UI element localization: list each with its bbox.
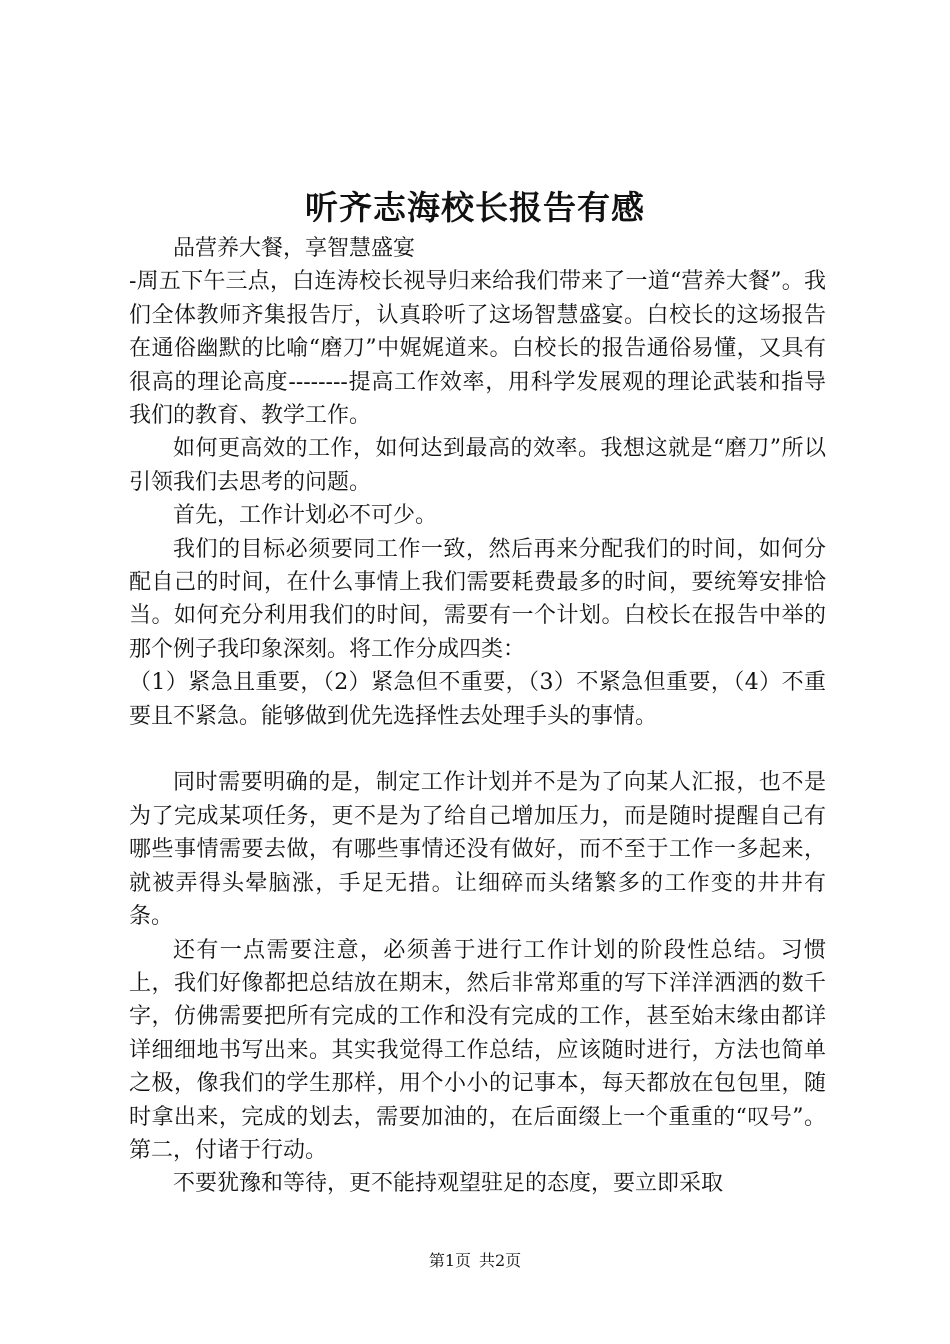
page-number: 第1页 [428,1251,471,1270]
paragraph: 还有一点需要注意，必须善于进行工作计划的阶段性总结。习惯上，我们好像都把总结放在期末，然后非常郑重的写下洋洋洒洒的数千字，仿佛需要把所有完成的工作和没有完成的工作，甚至始末缘由都详详细细地书写出来。其实我觉得工作总结，应该随时进行，方法也简单之极，像我们的学生那样，用个小小的记事本，每天都放在包包里，随时拿出来，完成的划去，需要加油的，在后面缀上一个重重的“叹号”。第二，付诸于行动。 [129,937,826,1163]
paragraph-subtitle: 品营养大餐，享智慧盛宴 [173,236,416,261]
paragraph: 我们的目标必须要同工作一致，然后再来分配我们的时间，如何分配自己的时间，在什么事情上我们需要耗费最多的时间，要统筹安排恰当。如何充分利用我们的时间，需要有一个计划。白校长在报告中举的那个例子我印象深刻。将工作分成四类： [129,536,826,662]
document-title: 听齐志海校长报告有感 [305,188,645,227]
paragraph: 同时需要明确的是，制定工作计划并不是为了向某人汇报，也不是为了完成某项任务，更不是为了给自己增加压力，而是随时提醒自己有哪些事情需要去做，有哪些事情还没有做好，而不至于工作一多起来，就被弄得头晕脑涨，手足无措。让细碎而头绪繁多的工作变的井井有条。 [129,770,826,930]
document-body [129,232,826,1201]
page-footer [0,1250,950,1272]
page-total: 共2页 [479,1251,522,1270]
paragraph: （1）紧急且重要，（2）紧急但不重要，（3）不紧急但重要，（4）不重要且不紧急。能够做到优先选择性去处理手头的事情。 [129,670,826,729]
paragraph: -周五下午三点，白连涛校长视导归来给我们带来了一道“营养大餐”。我们全体教师齐集报告厅，认真聆听了这场智慧盛宴。白校长的这场报告在通俗幽默的比喻“磨刀”中娓娓道来。白校长的报告通俗易懂，又具有很高的理论高度--------提高工作效率，用科学发展观的理论武装和指导我们的教育、教学工作。 [129,269,826,429]
paragraph: 不要犹豫和等待，更不能持观望驻足的态度，要立即采取 [173,1171,724,1197]
paragraph: 首先，工作计划必不可少。 [173,503,438,529]
paragraph: 如何更高效的工作，如何达到最高的效率。我想这就是“磨刀”所以引领我们去思考的问题。 [129,436,826,495]
